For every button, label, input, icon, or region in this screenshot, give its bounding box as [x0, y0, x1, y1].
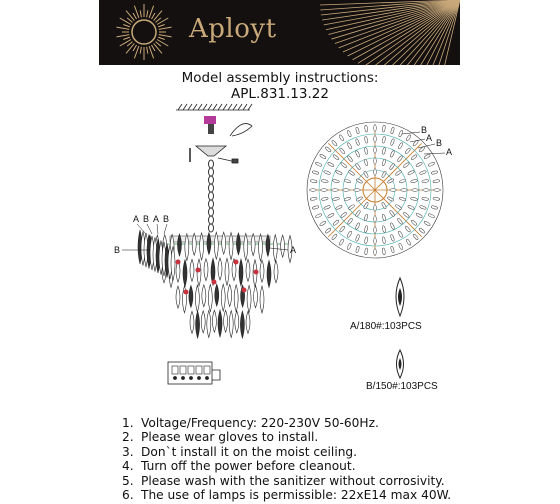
- assembly-drawing: [0, 102, 560, 412]
- list-item: 6. The use of lamps is permissible: 22xE14 max 40W.: [122, 488, 452, 503]
- label-a: A: [133, 214, 140, 224]
- list-item: 4. Turn off the power before cleanout.: [122, 459, 356, 474]
- crystal-a-icon: [396, 278, 404, 316]
- top-label-a: A: [426, 133, 433, 143]
- crystal-b-icon: [397, 350, 404, 378]
- sunburst-icon: [99, 0, 460, 65]
- page-title: Model assembly instructions:: [181, 70, 379, 86]
- list-item: 5. Please wash with the sanitizer without corrosivity.: [122, 473, 445, 488]
- model-number: APL.831.13.22: [231, 86, 329, 102]
- list-item: 1. Voltage/Frequency: 220-230V 50-60Hz.: [122, 416, 379, 430]
- part-b-spec: B/150#:103PCS: [366, 381, 438, 392]
- label-b: B: [163, 214, 170, 224]
- top-label-b: B: [436, 138, 443, 148]
- ceiling-mount: [176, 104, 252, 163]
- brand-name: Aployt: [189, 14, 277, 44]
- list-item: 3. Don`t install it on the moist ceiling.: [122, 444, 358, 459]
- chain: [209, 160, 214, 232]
- label-b-left: B: [114, 245, 121, 255]
- part-a-spec: A/180#:103PCS: [350, 321, 422, 332]
- label-a-right: A: [290, 245, 297, 255]
- top-label-b: B: [421, 125, 428, 135]
- wiring-diagram: [168, 362, 220, 384]
- label-b: B: [143, 214, 150, 224]
- chandelier-top-view: [307, 122, 443, 258]
- label-a: A: [153, 214, 160, 224]
- chandelier-side-view: [138, 230, 292, 338]
- top-label-a: A: [446, 147, 453, 157]
- instruction-list: [122, 416, 451, 502]
- list-item: 2. Please wear gloves to install.: [122, 430, 319, 445]
- brand-banner: [99, 0, 460, 65]
